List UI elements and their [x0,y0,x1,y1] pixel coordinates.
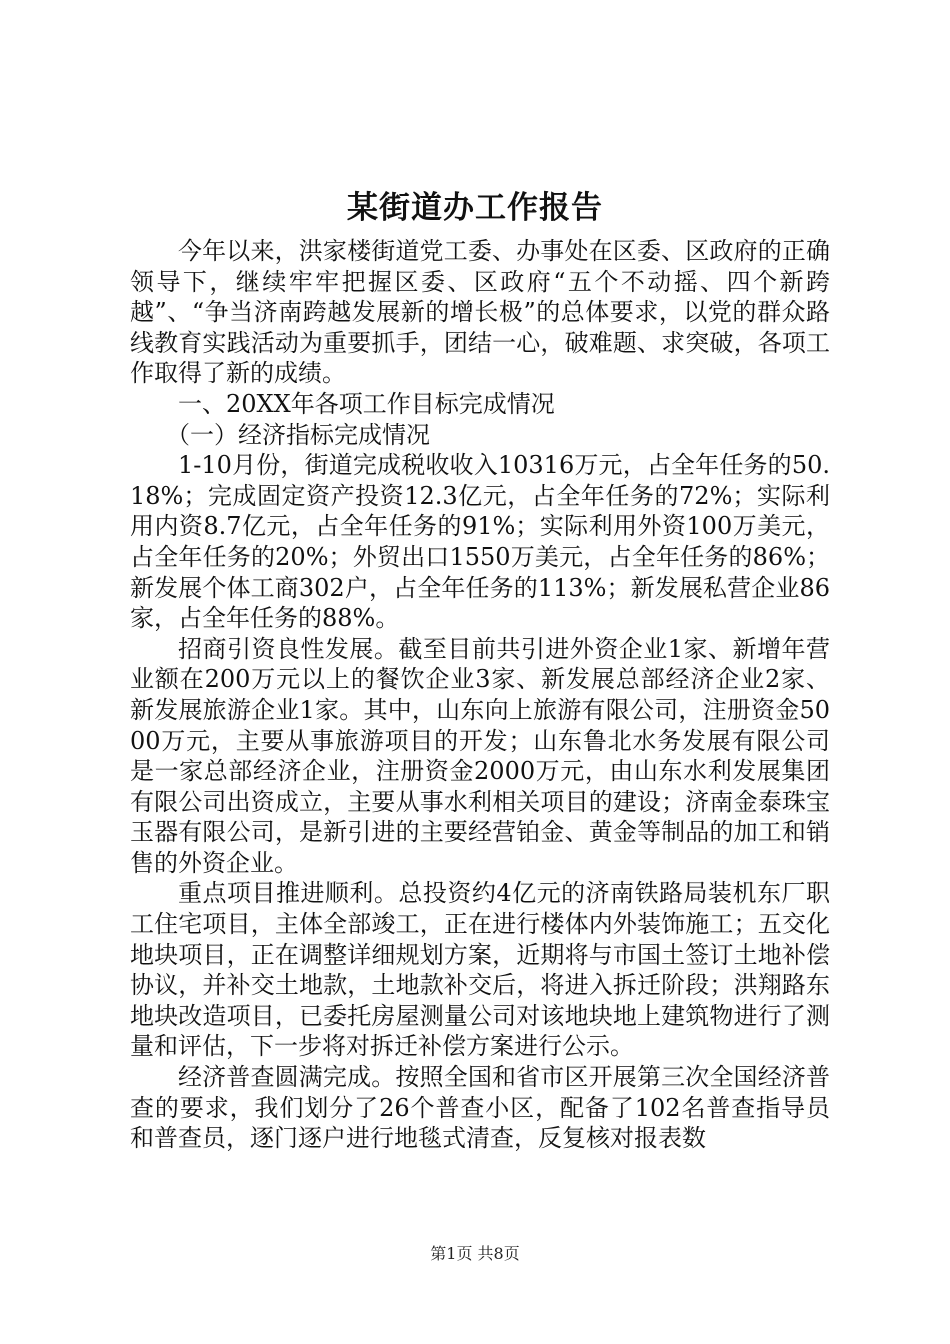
paragraph-investment: 招商引资良性发展。截至目前共引进外资企业1家、新增年营业额在200万元以上的餐饮企业3家、新发展总部经济企业2家、新发展旅游企业1家。其中，山东向上旅游有限公司，注册资金5000万元，主要从事旅游项目的开发；山东鲁北水务发展有限公司是一家总部经济企业，注册资金2000万元，由山东水利发展集团有限公司出资成立，主要从事水利相关项目的建设；济南金泰珠宝玉器有限公司，是新引进的主要经营铂金、黄金等制品的加工和销售的外资企业。 [130,634,830,877]
document-body [130,236,830,1154]
paragraph-key-projects: 重点项目推进顺利。总投资约4亿元的济南铁路局装机东厂职工住宅项目，主体全部竣工，正在进行楼体内外装饰施工；五交化地块项目，正在调整详细规划方案，近期将与市国土签订土地补偿协议，并补交土地款，土地款补交后，将进入拆迁阶段；洪翔路东地块改造项目，已委托房屋测量公司对该地块地上建筑物进行了测量和评估，下一步将对拆迁补偿方案进行公示。 [130,879,830,1061]
paragraph-economic-census: 经济普查圆满完成。按照全国和省市区开展第三次全国经济普查的要求，我们划分了26个普查小区，配备了102名普查指导员和普查员，逐门逐户进行地毯式清查，反复核对报表数 [130,1063,830,1153]
section-heading: 一、20XX年各项工作目标完成情况 [178,389,555,418]
page-number-footer: 第1页 共8页 [430,1244,520,1263]
document-title: 某街道办工作报告 [347,190,603,226]
subsection-heading: （一）经济指标完成情况 [166,420,430,449]
paragraph-economic-indicators: 1-10月份，街道完成税收收入10316万元，占全年任务的50.18%；完成固定资产投资12.3亿元，占全年任务的72%；实际利用内资8.7亿元，占全年任务的91%；实际利用外资100万美元，占全年任务的20%；外贸出口1550万美元，占全年任务的86%；新发展个体工商302户，占全年任务的113%；新发展私营企业86家，占全年任务的88%。 [130,451,830,633]
paragraph-intro: 今年以来，洪家楼街道党工委、办事处在区委、区政府的正确领导下，继续牢牢把握区委、区政府“五个不动摇、四个新跨越”、“争当济南跨越发展新的增长极”的总体要求，以党的群众路线教育实践活动为重要抓手，团结一心，破难题、求突破，各项工作取得了新的成绩。 [130,237,830,388]
